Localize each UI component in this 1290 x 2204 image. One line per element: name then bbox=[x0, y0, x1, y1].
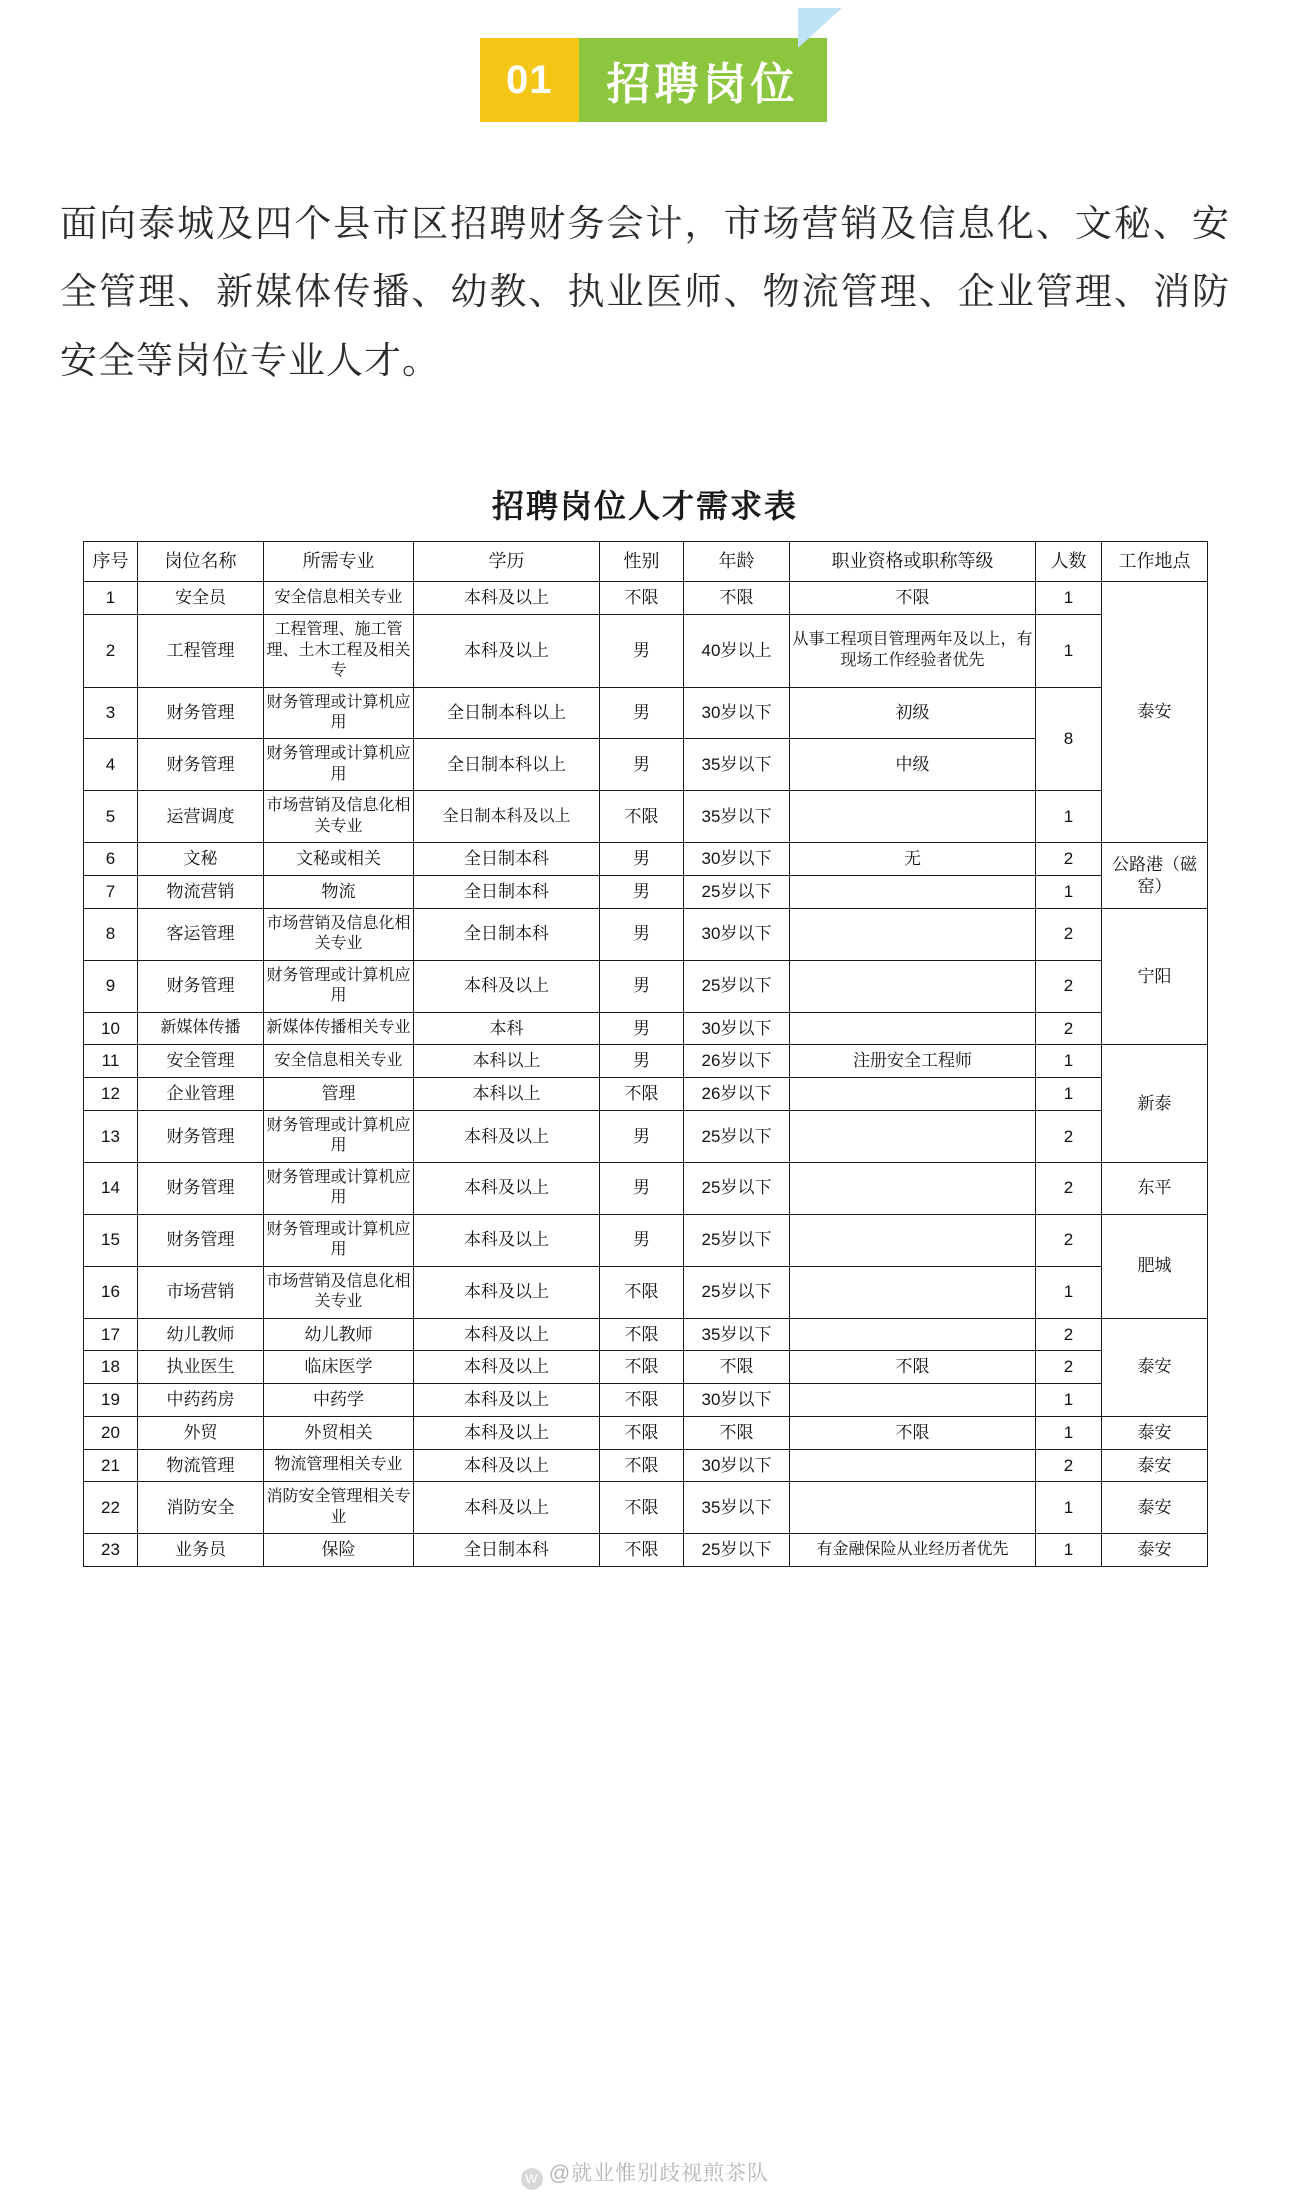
cell-education: 全日制本科 bbox=[414, 876, 600, 909]
cell-major: 外贸相关 bbox=[264, 1416, 414, 1449]
cell-job: 市场营销 bbox=[138, 1266, 264, 1318]
cell-count: 1 bbox=[1036, 1078, 1102, 1111]
cell-location: 泰安 bbox=[1102, 1449, 1208, 1482]
cell-job: 物流管理 bbox=[138, 1449, 264, 1482]
cell-gender: 男 bbox=[600, 1214, 684, 1266]
cell-no: 8 bbox=[84, 908, 138, 960]
cell-count: 2 bbox=[1036, 1214, 1102, 1266]
cell-job: 客运管理 bbox=[138, 908, 264, 960]
cell-no: 5 bbox=[84, 791, 138, 843]
cell-certificate bbox=[790, 1012, 1036, 1045]
cell-count: 1 bbox=[1036, 876, 1102, 909]
table-row bbox=[84, 1449, 1208, 1482]
cell-education: 本科及以上 bbox=[414, 1318, 600, 1351]
cell-certificate bbox=[790, 791, 1036, 843]
cell-major: 幼儿教师 bbox=[264, 1318, 414, 1351]
cell-no: 21 bbox=[84, 1449, 138, 1482]
cell-education: 本科及以上 bbox=[414, 1384, 600, 1417]
cell-major: 财务管理或计算机应用 bbox=[264, 1162, 414, 1214]
cell-major: 财务管理或计算机应用 bbox=[264, 1110, 414, 1162]
cell-gender: 男 bbox=[600, 960, 684, 1012]
cell-certificate bbox=[790, 1449, 1036, 1482]
th-certificate: 职业资格或职称等级 bbox=[790, 542, 1036, 582]
requirement-table-wrap bbox=[83, 541, 1207, 1567]
cell-location: 泰安 bbox=[1102, 1534, 1208, 1567]
page-title: 招聘岗位 bbox=[579, 38, 827, 122]
cell-job: 财务管理 bbox=[138, 687, 264, 739]
decorative-flag-icon bbox=[798, 8, 842, 48]
cell-education: 本科及以上 bbox=[414, 1416, 600, 1449]
cell-education: 全日制本科以上 bbox=[414, 687, 600, 739]
cell-gender: 男 bbox=[600, 876, 684, 909]
cell-age: 35岁以下 bbox=[684, 1482, 790, 1534]
cell-certificate: 注册安全工程师 bbox=[790, 1045, 1036, 1078]
cell-count: 1 bbox=[1036, 1384, 1102, 1417]
cell-count: 2 bbox=[1036, 908, 1102, 960]
th-no: 序号 bbox=[84, 542, 138, 582]
table-row bbox=[84, 960, 1208, 1012]
cell-job: 业务员 bbox=[138, 1534, 264, 1567]
cell-no: 22 bbox=[84, 1482, 138, 1534]
table-row bbox=[84, 1534, 1208, 1567]
cell-education: 本科及以上 bbox=[414, 582, 600, 615]
cell-count: 2 bbox=[1036, 1318, 1102, 1351]
cell-gender: 不限 bbox=[600, 1078, 684, 1111]
table-row bbox=[84, 582, 1208, 615]
cell-job: 安全管理 bbox=[138, 1045, 264, 1078]
cell-certificate: 不限 bbox=[790, 1351, 1036, 1384]
cell-gender: 男 bbox=[600, 739, 684, 791]
cell-major: 市场营销及信息化相关专业 bbox=[264, 908, 414, 960]
th-location: 工作地点 bbox=[1102, 542, 1208, 582]
cell-location: 肥城 bbox=[1102, 1214, 1208, 1318]
cell-gender: 男 bbox=[600, 843, 684, 876]
cell-count: 2 bbox=[1036, 1351, 1102, 1384]
cell-age: 25岁以下 bbox=[684, 960, 790, 1012]
cell-count: 2 bbox=[1036, 843, 1102, 876]
cell-certificate bbox=[790, 1162, 1036, 1214]
requirement-table bbox=[83, 541, 1208, 1567]
table-row bbox=[84, 1318, 1208, 1351]
cell-count: 2 bbox=[1036, 1449, 1102, 1482]
cell-major: 财务管理或计算机应用 bbox=[264, 739, 414, 791]
cell-job: 消防安全 bbox=[138, 1482, 264, 1534]
cell-no: 15 bbox=[84, 1214, 138, 1266]
cell-major: 财务管理或计算机应用 bbox=[264, 687, 414, 739]
cell-certificate bbox=[790, 876, 1036, 909]
cell-certificate: 中级 bbox=[790, 739, 1036, 791]
cell-age: 30岁以下 bbox=[684, 1012, 790, 1045]
cell-age: 35岁以下 bbox=[684, 739, 790, 791]
th-gender: 性别 bbox=[600, 542, 684, 582]
cell-location: 新泰 bbox=[1102, 1045, 1208, 1162]
cell-no: 16 bbox=[84, 1266, 138, 1318]
cell-major: 物流 bbox=[264, 876, 414, 909]
cell-education: 本科及以上 bbox=[414, 1162, 600, 1214]
cell-job: 运营调度 bbox=[138, 791, 264, 843]
cell-certificate bbox=[790, 908, 1036, 960]
cell-count: 2 bbox=[1036, 1162, 1102, 1214]
cell-education: 本科及以上 bbox=[414, 1449, 600, 1482]
cell-gender: 男 bbox=[600, 1162, 684, 1214]
cell-job: 企业管理 bbox=[138, 1078, 264, 1111]
table-header-row bbox=[84, 542, 1208, 582]
cell-gender: 不限 bbox=[600, 1384, 684, 1417]
cell-major: 市场营销及信息化相关专业 bbox=[264, 1266, 414, 1318]
cell-count: 1 bbox=[1036, 582, 1102, 615]
table-row bbox=[84, 1012, 1208, 1045]
cell-certificate: 初级 bbox=[790, 687, 1036, 739]
cell-count: 1 bbox=[1036, 1534, 1102, 1567]
cell-certificate bbox=[790, 1384, 1036, 1417]
th-count: 人数 bbox=[1036, 542, 1102, 582]
cell-gender: 不限 bbox=[600, 1449, 684, 1482]
cell-age: 不限 bbox=[684, 582, 790, 615]
intro-paragraph: 面向泰城及四个县市区招聘财务会计，市场营销及信息化、文秘、安全管理、新媒体传播、幼教、执业医师、物流管理、企业管理、消防安全等岗位专业人才。 bbox=[60, 203, 1230, 381]
cell-age: 30岁以下 bbox=[684, 687, 790, 739]
table-row bbox=[84, 791, 1208, 843]
cell-major: 消防安全管理相关专业 bbox=[264, 1482, 414, 1534]
table-row bbox=[84, 1162, 1208, 1214]
cell-count: 1 bbox=[1036, 1045, 1102, 1078]
th-job: 岗位名称 bbox=[138, 542, 264, 582]
cell-gender: 男 bbox=[600, 687, 684, 739]
cell-education: 本科及以上 bbox=[414, 615, 600, 687]
cell-count: 8 bbox=[1036, 687, 1102, 791]
cell-job: 安全员 bbox=[138, 582, 264, 615]
cell-no: 9 bbox=[84, 960, 138, 1012]
th-education: 学历 bbox=[414, 542, 600, 582]
cell-count: 2 bbox=[1036, 960, 1102, 1012]
cell-job: 幼儿教师 bbox=[138, 1318, 264, 1351]
cell-certificate bbox=[790, 1266, 1036, 1318]
cell-no: 7 bbox=[84, 876, 138, 909]
cell-education: 全日制本科以上 bbox=[414, 739, 600, 791]
cell-certificate bbox=[790, 1318, 1036, 1351]
cell-age: 25岁以下 bbox=[684, 876, 790, 909]
cell-no: 4 bbox=[84, 739, 138, 791]
table-row bbox=[84, 687, 1208, 739]
cell-major: 保险 bbox=[264, 1534, 414, 1567]
cell-education: 全日制本科 bbox=[414, 843, 600, 876]
cell-age: 30岁以下 bbox=[684, 1384, 790, 1417]
cell-gender: 男 bbox=[600, 1045, 684, 1078]
cell-education: 本科及以上 bbox=[414, 1351, 600, 1384]
cell-gender: 不限 bbox=[600, 1534, 684, 1567]
cell-certificate: 有金融保险从业经历者优先 bbox=[790, 1534, 1036, 1567]
cell-education: 本科以上 bbox=[414, 1078, 600, 1111]
cell-education: 本科及以上 bbox=[414, 960, 600, 1012]
cell-no: 17 bbox=[84, 1318, 138, 1351]
cell-gender: 男 bbox=[600, 1110, 684, 1162]
cell-no: 3 bbox=[84, 687, 138, 739]
cell-certificate: 无 bbox=[790, 843, 1036, 876]
cell-location: 泰安 bbox=[1102, 1482, 1208, 1534]
cell-certificate: 从事工程项目管理两年及以上，有现场工作经验者优先 bbox=[790, 615, 1036, 687]
footer-text: @就业惟别歧视煎茶队 bbox=[548, 2162, 770, 2185]
cell-major: 新媒体传播相关专业 bbox=[264, 1012, 414, 1045]
cell-job: 文秘 bbox=[138, 843, 264, 876]
table-row bbox=[84, 876, 1208, 909]
cell-no: 18 bbox=[84, 1351, 138, 1384]
cell-count: 1 bbox=[1036, 791, 1102, 843]
cell-gender: 不限 bbox=[600, 1482, 684, 1534]
table-row bbox=[84, 1214, 1208, 1266]
cell-age: 不限 bbox=[684, 1351, 790, 1384]
cell-gender: 不限 bbox=[600, 582, 684, 615]
cell-education: 本科 bbox=[414, 1012, 600, 1045]
cell-age: 25岁以下 bbox=[684, 1162, 790, 1214]
cell-age: 30岁以下 bbox=[684, 843, 790, 876]
cell-location: 泰安 bbox=[1102, 1318, 1208, 1416]
cell-age: 不限 bbox=[684, 1416, 790, 1449]
page-header bbox=[0, 0, 1290, 150]
cell-no: 13 bbox=[84, 1110, 138, 1162]
table-title: 招聘岗位人才需求表 bbox=[491, 488, 798, 525]
cell-education: 全日制本科 bbox=[414, 908, 600, 960]
cell-certificate bbox=[790, 1214, 1036, 1266]
cell-major: 安全信息相关专业 bbox=[264, 1045, 414, 1078]
weibo-icon: W bbox=[521, 2168, 543, 2190]
cell-count: 1 bbox=[1036, 1416, 1102, 1449]
cell-job: 新媒体传播 bbox=[138, 1012, 264, 1045]
cell-education: 本科及以上 bbox=[414, 1266, 600, 1318]
cell-gender: 男 bbox=[600, 1012, 684, 1045]
cell-major: 市场营销及信息化相关专业 bbox=[264, 791, 414, 843]
cell-major: 临床医学 bbox=[264, 1351, 414, 1384]
cell-major: 财务管理或计算机应用 bbox=[264, 960, 414, 1012]
cell-education: 本科及以上 bbox=[414, 1110, 600, 1162]
table-row bbox=[84, 1266, 1208, 1318]
cell-education: 全日制本科 bbox=[414, 1534, 600, 1567]
cell-location: 泰安 bbox=[1102, 1416, 1208, 1449]
cell-job: 财务管理 bbox=[138, 1214, 264, 1266]
cell-count: 2 bbox=[1036, 1012, 1102, 1045]
cell-age: 40岁以上 bbox=[684, 615, 790, 687]
cell-location: 泰安 bbox=[1102, 582, 1208, 843]
cell-location: 东平 bbox=[1102, 1162, 1208, 1214]
cell-age: 26岁以下 bbox=[684, 1078, 790, 1111]
cell-no: 6 bbox=[84, 843, 138, 876]
header-badge bbox=[480, 38, 827, 122]
cell-no: 19 bbox=[84, 1384, 138, 1417]
cell-certificate bbox=[790, 1110, 1036, 1162]
table-row bbox=[84, 1351, 1208, 1384]
cell-major: 中药学 bbox=[264, 1384, 414, 1417]
table-row bbox=[84, 1078, 1208, 1111]
cell-certificate: 不限 bbox=[790, 1416, 1036, 1449]
cell-count: 1 bbox=[1036, 1266, 1102, 1318]
cell-no: 11 bbox=[84, 1045, 138, 1078]
cell-gender: 不限 bbox=[600, 1351, 684, 1384]
table-row bbox=[84, 1110, 1208, 1162]
cell-age: 30岁以下 bbox=[684, 1449, 790, 1482]
cell-age: 25岁以下 bbox=[684, 1534, 790, 1567]
cell-age: 25岁以下 bbox=[684, 1266, 790, 1318]
cell-certificate bbox=[790, 1078, 1036, 1111]
cell-no: 20 bbox=[84, 1416, 138, 1449]
cell-education: 本科及以上 bbox=[414, 1482, 600, 1534]
cell-gender: 不限 bbox=[600, 791, 684, 843]
cell-gender: 男 bbox=[600, 615, 684, 687]
table-row bbox=[84, 843, 1208, 876]
cell-age: 26岁以下 bbox=[684, 1045, 790, 1078]
table-row bbox=[84, 908, 1208, 960]
cell-count: 1 bbox=[1036, 1482, 1102, 1534]
cell-job: 执业医生 bbox=[138, 1351, 264, 1384]
table-row bbox=[84, 615, 1208, 687]
table-row bbox=[84, 1482, 1208, 1534]
table-row bbox=[84, 1416, 1208, 1449]
cell-location: 公路港（磁窑） bbox=[1102, 843, 1208, 909]
cell-age: 30岁以下 bbox=[684, 908, 790, 960]
th-major: 所需专业 bbox=[264, 542, 414, 582]
cell-job: 中药药房 bbox=[138, 1384, 264, 1417]
cell-no: 2 bbox=[84, 615, 138, 687]
cell-major: 工程管理、施工管理、土木工程及相关专 bbox=[264, 615, 414, 687]
cell-gender: 不限 bbox=[600, 1318, 684, 1351]
cell-job: 物流营销 bbox=[138, 876, 264, 909]
cell-age: 25岁以下 bbox=[684, 1214, 790, 1266]
cell-no: 14 bbox=[84, 1162, 138, 1214]
cell-count: 2 bbox=[1036, 1110, 1102, 1162]
cell-gender: 不限 bbox=[600, 1416, 684, 1449]
cell-major: 安全信息相关专业 bbox=[264, 582, 414, 615]
cell-no: 1 bbox=[84, 582, 138, 615]
cell-major: 文秘或相关 bbox=[264, 843, 414, 876]
cell-job: 财务管理 bbox=[138, 1110, 264, 1162]
cell-age: 35岁以下 bbox=[684, 1318, 790, 1351]
cell-no: 10 bbox=[84, 1012, 138, 1045]
cell-education: 本科及以上 bbox=[414, 1214, 600, 1266]
cell-location: 宁阳 bbox=[1102, 908, 1208, 1045]
cell-major: 物流管理相关专业 bbox=[264, 1449, 414, 1482]
th-age: 年龄 bbox=[684, 542, 790, 582]
cell-education: 全日制本科及以上 bbox=[414, 791, 600, 843]
cell-count: 1 bbox=[1036, 615, 1102, 687]
cell-job: 外贸 bbox=[138, 1416, 264, 1449]
cell-certificate bbox=[790, 960, 1036, 1012]
cell-job: 财务管理 bbox=[138, 739, 264, 791]
cell-major: 财务管理或计算机应用 bbox=[264, 1214, 414, 1266]
footer-watermark bbox=[0, 2157, 1290, 2190]
cell-job: 财务管理 bbox=[138, 960, 264, 1012]
cell-certificate bbox=[790, 1482, 1036, 1534]
cell-gender: 不限 bbox=[600, 1266, 684, 1318]
table-row bbox=[84, 1045, 1208, 1078]
cell-major: 管理 bbox=[264, 1078, 414, 1111]
cell-age: 25岁以下 bbox=[684, 1110, 790, 1162]
section-number: 01 bbox=[480, 38, 579, 122]
cell-no: 23 bbox=[84, 1534, 138, 1567]
cell-job: 财务管理 bbox=[138, 1162, 264, 1214]
cell-certificate: 不限 bbox=[790, 582, 1036, 615]
cell-education: 本科以上 bbox=[414, 1045, 600, 1078]
cell-job: 工程管理 bbox=[138, 615, 264, 687]
cell-gender: 男 bbox=[600, 908, 684, 960]
table-row bbox=[84, 1384, 1208, 1417]
cell-age: 35岁以下 bbox=[684, 791, 790, 843]
cell-no: 12 bbox=[84, 1078, 138, 1111]
